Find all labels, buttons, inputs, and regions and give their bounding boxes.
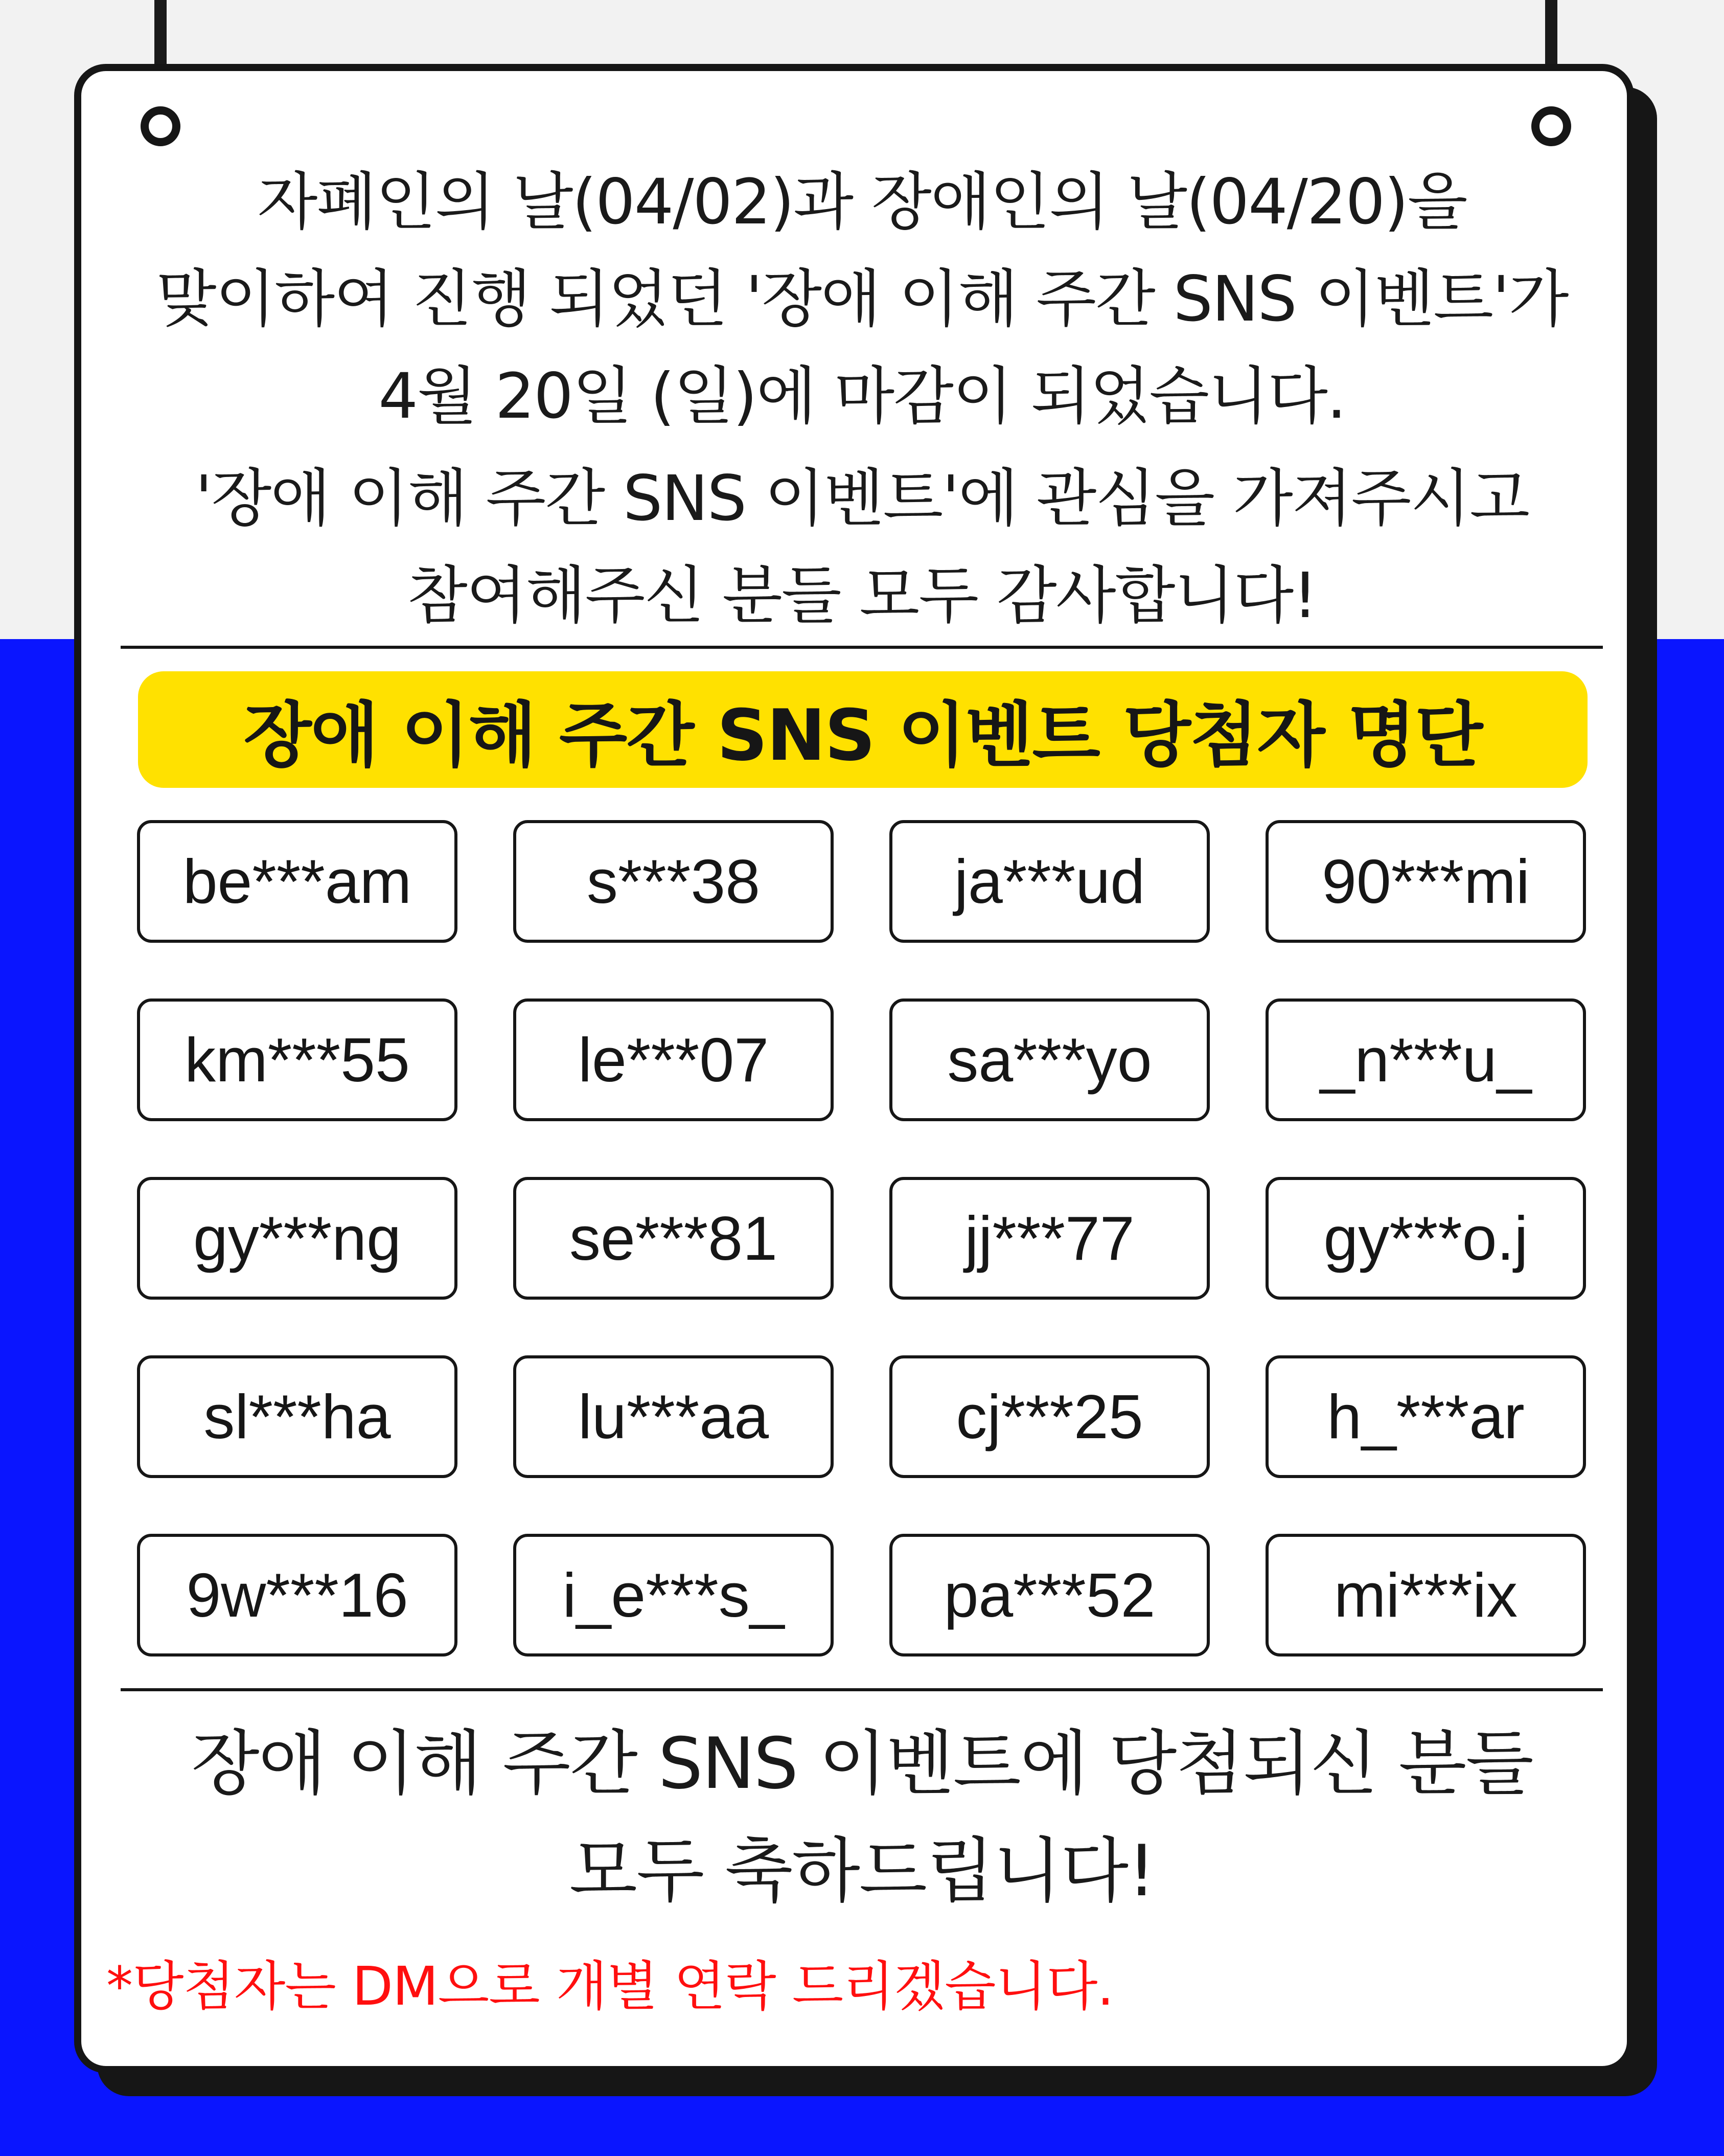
right-grommet-icon — [1531, 106, 1571, 146]
winner-chip: se***81 — [513, 1177, 834, 1300]
bottom-divider — [121, 1688, 1603, 1691]
top-divider — [121, 646, 1603, 649]
winner-chip: gy***ng — [137, 1177, 457, 1300]
winners-title: 장애 이해 주간 SNS 이벤트 당첨자 명단 — [138, 671, 1588, 788]
winner-chip: h_***ar — [1266, 1355, 1586, 1478]
intro-line-4: '장애 이해 주간 SNS 이벤트'에 관심을 가져주시고 — [195, 462, 1529, 535]
intro-line-3: 4월 20일 (일)에 마감이 되었습니다. — [378, 360, 1346, 433]
winners-grid — [137, 820, 1589, 1659]
winner-chip: ja***ud — [889, 820, 1210, 943]
winner-chip: 90***mi — [1266, 820, 1586, 943]
contact-notice: *당첨자는 DM으로 개별 연락 드리겠습니다. — [106, 1955, 1114, 2017]
winner-chip: lu***aa — [513, 1355, 834, 1478]
intro-line-2: 맞이하여 진행 되었던 '장애 이해 주간 SNS 이벤트'가 — [156, 263, 1568, 335]
winner-chip: km***55 — [137, 998, 457, 1121]
winner-chip: sa***yo — [889, 998, 1210, 1121]
winner-chip: 9w***16 — [137, 1534, 457, 1656]
winner-chip: gy***o.j — [1266, 1177, 1586, 1300]
winner-chip: _n***u_ — [1266, 998, 1586, 1121]
winner-chip: i_e***s_ — [513, 1534, 834, 1656]
left-grommet-icon — [141, 106, 180, 146]
intro-line-1: 자폐인의 날(04/02)과 장애인의 날(04/20)을 — [257, 166, 1467, 238]
intro-text — [102, 153, 1622, 644]
winner-chip: cj***25 — [889, 1355, 1210, 1478]
winner-chip: sl***ha — [137, 1355, 457, 1478]
intro-line-5: 참여해주신 분들 모두 감사합니다! — [407, 559, 1317, 632]
winner-chip: pa***52 — [889, 1534, 1210, 1656]
outro-line-2: 모두 축하드립니다! — [569, 1830, 1155, 1912]
winner-chip: s***38 — [513, 820, 834, 943]
outro-line-1: 장애 이해 주간 SNS 이벤트에 당첨되신 분들 — [191, 1722, 1533, 1805]
outro-text — [102, 1710, 1622, 1925]
winner-chip: be***am — [137, 820, 457, 943]
winner-chip: jj***77 — [889, 1177, 1210, 1300]
winner-chip: mi***ix — [1266, 1534, 1586, 1656]
winner-chip: le***07 — [513, 998, 834, 1121]
